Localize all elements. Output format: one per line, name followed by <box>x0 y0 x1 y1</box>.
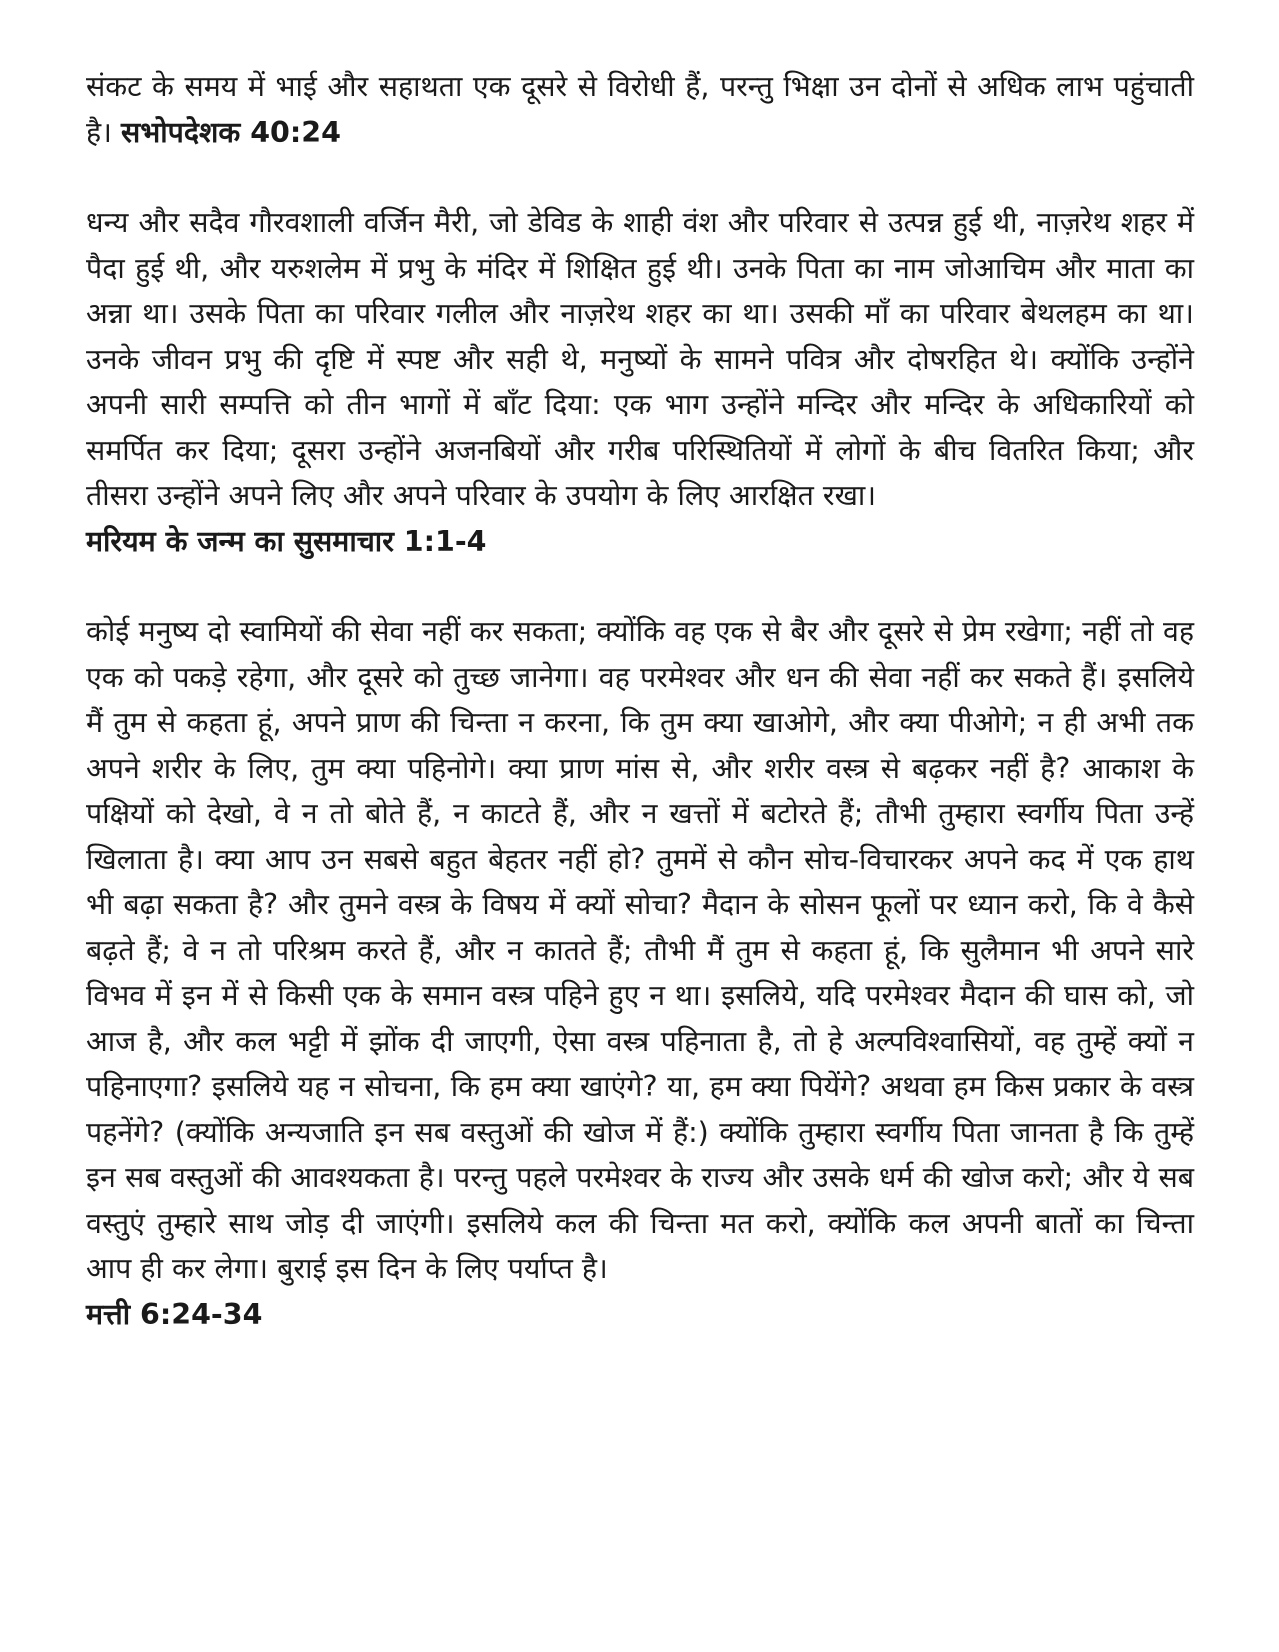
section-spacer <box>86 155 1194 200</box>
passage-1-text: संकट के समय में भाई और सहाथता एक दूसरे से विरोधी हैं, परन्तु भिक्षा उन दोनों से अधिक लाभ पहुंचाती है। <box>86 70 1194 149</box>
passage-1 <box>86 64 1194 155</box>
passage-2 <box>86 200 1194 519</box>
passage-3-reference: मत्ती 6:24-34 <box>86 1297 263 1331</box>
passage-2-text: धन्य और सदैव गौरवशाली वर्जिन मैरी, जो डेविड के शाही वंश और परिवार से उत्पन्न हुई थी, नाज़रेथ शहर में पैदा हुई थी, और यरुशलेम में प्रभु के मंदिर में शिक्षित हुई थी। उनके पिता का नाम जोआचिम और माता का अन्ना था। उसके पिता का परिवार गलील और नाज़रेथ शहर का था। उसकी माँ का परिवार बेथलहम का था। उनके जीवन प्रभु की दृष्टि में स्पष्ट और सही थे, मनुष्यों के सामने पवित्र और दोषरहित थे। क्योंकि उन्होंने अपनी सारी सम्पत्ति को तीन भागों में बाँट दिया: एक भाग उन्होंने मन्दिर और मन्दिर के अधिकारियों को समर्पित कर दिया; दूसरा उन्होंने अजनबियों और गरीब परिस्थितियों में लोगों के बीच वितरित किया; और तीसरा उन्होंने अपने लिए और अपने परिवार के उपयोग के लिए आरक्षित रखा। <box>86 206 1194 512</box>
document-page <box>86 64 1194 1337</box>
passage-3-text: कोई मनुष्य दो स्वामियों की सेवा नहीं कर सकता; क्योंकि वह एक से बैर और दूसरे से प्रेम रखेगा; नहीं तो वह एक को पकड़े रहेगा, और दूसरे को तुच्छ जानेगा। वह परमेश्वर और धन की सेवा नहीं कर सकते हैं। इसलिये मैं तुम से कहता हूं, अपने प्राण की चिन्ता न करना, कि तुम क्या खाओगे, और क्या पीओगे; न ही अभी तक अपने शरीर के लिए, तुम क्या पहिनोगे। क्या प्राण मांस से, और शरीर वस्त्र से बढ़कर नहीं है? आकाश के पक्षियों को देखो, वे न तो बोते हैं, न काटते हैं, और न खत्तों में बटोरते हैं; तौभी तुम्हारा स्वर्गीय पिता उन्हें खिलाता है। क्या आप उन सबसे बहुत बेहतर नहीं हो? तुममें से कौन सोच-विचारकर अपने कद में एक हाथ भी बढ़ा सकता है? और तुमने वस्त्र के विषय में क्यों सोचा? मैदान के सोसन फूलों पर ध्यान करो, कि वे कैसे बढ़ते हैं; वे न तो परिश्रम करते हैं, और न कातते हैं; तौभी मैं तुम से कहता हूं, कि सुलैमान भी अपने सारे विभव में इन में से किसी एक के समान वस्त्र पहिने हुए न था। इसलिये, यदि परमेश्वर मैदान की घास को, जो आज है, और कल भट्टी में झोंक दी जाएगी, ऐसा वस्त्र पहिनाता है, तो हे अल्पविश्वासियों, वह तुम्हें क्यों न पहिनाएगा? इसलिये यह न सोचना, कि हम क्या खाएंगे? या, हम क्या पियेंगे? अथवा हम किस प्रकार के वस्त्र पहनेंगे? (क्योंकि अन्यजाति इन सब वस्तुओं की खोज में हैं:) क्योंकि तुम्हारा स्वर्गीय पिता जानता है कि तुम्हें इन सब वस्तुओं की आवश्यकता है। परन्तु पहले परमेश्वर के राज्य और उसके धर्म की खोज करो; और ये सब वस्तुएं तुम्हारे साथ जोड़ दी जाएंगी। इसलिये कल की चिन्ता मत करो, क्योंकि कल अपनी बातों का चिन्ता आप ही कर लेगा। बुराई इस दिन के लिए पर्याप्त है। <box>86 615 1194 1285</box>
passage-2-reference: मरियम के जन्म का सुसमाचार 1:1-4 <box>86 524 487 558</box>
section-spacer <box>86 564 1194 609</box>
passage-3 <box>86 609 1194 1292</box>
passage-1-reference: सभोपदेशक 40:24 <box>121 115 341 149</box>
